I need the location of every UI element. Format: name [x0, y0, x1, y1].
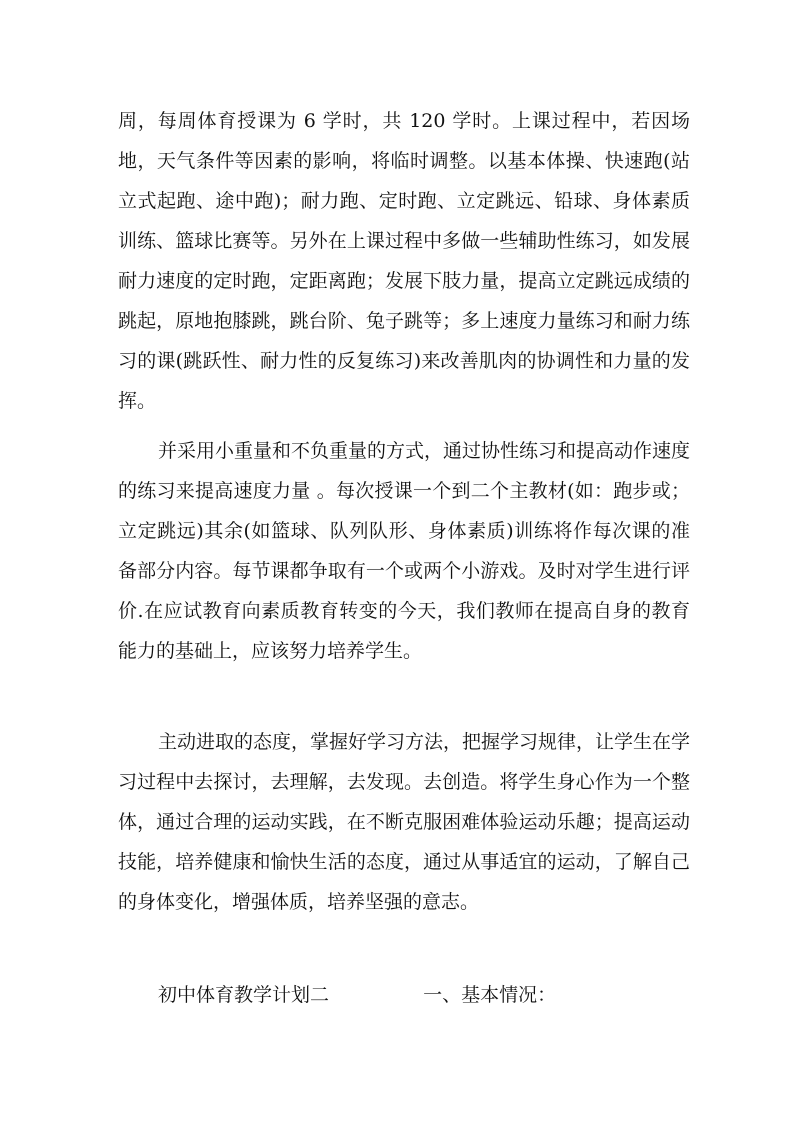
paragraph-2: 并采用小重量和不负重量的方式，通过协性练习和提高动作速度的练习来提高速度力量 。每次授课一个到二个主教材(如：跑步或；立定跳远)其余(如篮球、队列队形、身体素质)训练将作每次课的准备部分内容。每节课都争取有一个或两个小游戏。及时对学生进行评价.在应试教育向素质教育转变的今天，我们教师在提高自身的教育能力的基础上，应该努力培养学生。 [118, 440, 691, 662]
section-heading [158, 975, 698, 1015]
paragraph-1: 周，每周体育授课为 6 学时，共 120 学时。上课过程中，若因场地，天气条件等因素的影响，将临时调整。以基本体操、快速跑(站立式起跑、途中跑)；耐力跑、定时跑、立定跳远、铅球、身体素质训练、篮球比赛等。另外在上课过程中多做一些辅助性练习，如发展耐力速度的定时跑，定距离跑；发展下肢力量，提高立定跳远成绩的跳起，原地抱膝跳，跳台阶、兔子跳等；多上速度力量练习和耐力练习的课(跳跃性、耐力性的反复练习)来改善肌肉的协调性和力量的发挥。 [118, 110, 690, 412]
paragraph-3: 主动进取的态度，掌握好学习方法，把握学习规律，让学生在学习过程中去探讨，去理解，去发现。去创造。将学生身心作为一个整体，通过合理的运动实践，在不断克服困难体验运动乐趣；提高运动技能，培养健康和愉快生活的态度，通过从事适宜的运动，了解自己的身体变化，增强体质，培养坚强的意志。 [118, 731, 691, 913]
paragraph-3-block [118, 722, 690, 922]
paragraph-1-block [118, 101, 690, 421]
paragraph-2-block [118, 431, 690, 671]
section-subtitle: 一、基本情况： [423, 984, 557, 1006]
plan-title: 初中体育教学计划二 [158, 984, 330, 1006]
